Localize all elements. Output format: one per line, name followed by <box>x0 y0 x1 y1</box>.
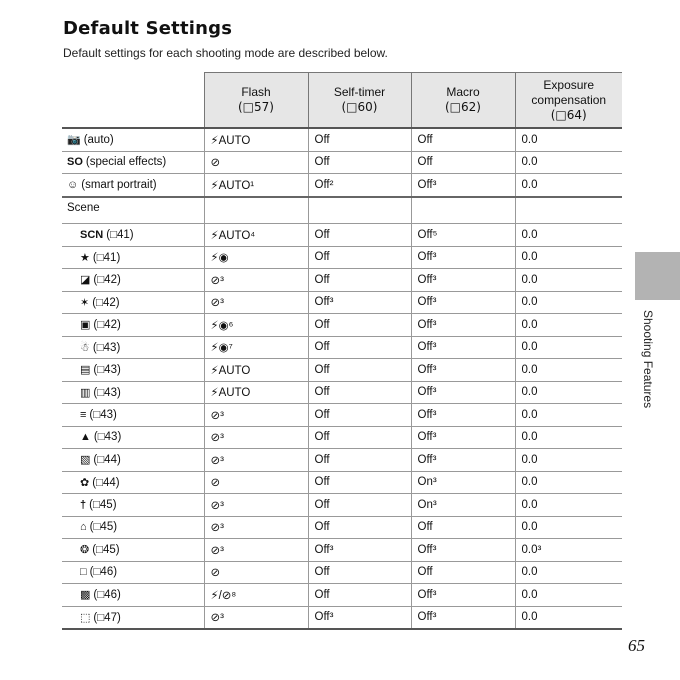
self-timer-cell: Off <box>308 224 411 247</box>
exposure-cell: 0.0 <box>515 128 622 151</box>
header-macro-label: Macro <box>446 85 480 99</box>
macro-cell: Off³ <box>411 359 515 382</box>
macro-cell: Off³ <box>411 291 515 314</box>
self-timer-cell: Off³ <box>308 606 411 629</box>
exposure-cell: 0.0 <box>515 174 622 197</box>
table-row <box>62 174 622 197</box>
mode-icon: ☃ <box>80 341 90 354</box>
macro-cell: Off³ <box>411 584 515 607</box>
mode-label: (smart portrait) <box>81 178 157 191</box>
exposure-cell: 0.0 <box>515 151 622 174</box>
exposure-cell: 0.0 <box>515 224 622 247</box>
macro-cell: Off³ <box>411 246 515 269</box>
table-row <box>62 291 622 314</box>
flash-cell: ⚡AUTO <box>204 128 308 151</box>
table-row <box>62 314 622 337</box>
mode-icon: □ <box>80 566 87 579</box>
flash-cell: ⊘³ <box>204 494 308 517</box>
mode-cell <box>62 336 204 359</box>
table-row <box>62 539 622 562</box>
page-number: 65 <box>628 636 645 655</box>
side-section-label: Shooting Features <box>641 310 655 409</box>
mode-label: (special effects) <box>85 156 167 169</box>
exposure-cell: 0.0 <box>515 314 622 337</box>
table-row <box>62 404 622 427</box>
self-timer-cell: Off <box>308 404 411 427</box>
table-header-row <box>62 73 622 129</box>
mode-icon: ❂ <box>80 544 90 557</box>
flash-cell: ⊘³ <box>204 269 308 292</box>
flash-cell: ⚡◉⁷ <box>204 336 308 359</box>
mode-cell <box>62 606 204 629</box>
mode-label: (□43) <box>89 408 117 421</box>
self-timer-cell: Off³ <box>308 539 411 562</box>
exposure-cell: 0.0 <box>515 336 622 359</box>
flash-cell: ⊘³ <box>204 539 308 562</box>
mode-icon: ▤ <box>80 364 91 377</box>
macro-cell: Off⁵ <box>411 224 515 247</box>
self-timer-cell: Off <box>308 516 411 539</box>
table-row <box>62 584 622 607</box>
header-exposure-ref: (□64) <box>550 107 587 122</box>
mode-cell <box>62 516 204 539</box>
flash-cell: ⚡AUTO <box>204 381 308 404</box>
macro-cell: Off³ <box>411 449 515 472</box>
self-timer-cell: Off <box>308 381 411 404</box>
self-timer-cell: Off <box>308 426 411 449</box>
self-timer-cell: Off² <box>308 174 411 197</box>
table-row <box>62 561 622 584</box>
flash-cell: ⊘³ <box>204 426 308 449</box>
macro-cell <box>411 197 515 224</box>
self-timer-cell: Off <box>308 359 411 382</box>
exposure-cell: 0.0 <box>515 246 622 269</box>
macro-cell: Off³ <box>411 336 515 359</box>
table-row <box>62 197 622 224</box>
macro-cell: Off <box>411 151 515 174</box>
exposure-cell: 0.0 <box>515 449 622 472</box>
mode-icon: ▧ <box>80 454 91 467</box>
macro-cell: Off³ <box>411 606 515 629</box>
mode-icon: ☺ <box>67 178 79 191</box>
self-timer-cell: Off <box>308 471 411 494</box>
table-body <box>62 128 622 629</box>
mode-cell <box>62 561 204 584</box>
table-row <box>62 269 622 292</box>
mode-icon: ≡ <box>80 408 87 421</box>
exposure-cell: 0.0 <box>515 291 622 314</box>
flash-cell <box>204 197 308 224</box>
header-self-timer-ref: (□60) <box>341 100 378 114</box>
self-timer-cell: Off <box>308 336 411 359</box>
mode-cell <box>62 224 204 247</box>
mode-cell <box>62 174 204 197</box>
side-tab <box>635 252 680 300</box>
flash-cell: ⊘³ <box>204 606 308 629</box>
mode-label: (□46) <box>89 566 118 579</box>
mode-cell <box>62 584 204 607</box>
mode-cell <box>62 449 204 472</box>
mode-icon: ★ <box>80 251 90 264</box>
table-row <box>62 606 622 629</box>
mode-cell <box>62 128 204 151</box>
self-timer-cell: Off <box>308 314 411 337</box>
exposure-cell: 0.0 <box>515 606 622 629</box>
mode-icon: ⌂ <box>80 521 87 534</box>
macro-cell: Off <box>411 561 515 584</box>
exposure-cell: 0.0 <box>515 561 622 584</box>
mode-icon: ▣ <box>80 319 91 332</box>
default-settings-table <box>62 72 622 630</box>
macro-cell: On³ <box>411 494 515 517</box>
macro-cell: Off³ <box>411 404 515 427</box>
macro-cell: Off³ <box>411 426 515 449</box>
table-row <box>62 449 622 472</box>
flash-cell: ⚡/⊘⁸ <box>204 584 308 607</box>
mode-label: (□44) <box>92 476 120 489</box>
header-flash <box>204 73 308 129</box>
mode-icon: SCN <box>80 228 104 241</box>
exposure-cell: 0.0³ <box>515 539 622 562</box>
mode-label: (□41) <box>106 228 134 241</box>
header-macro <box>411 73 515 129</box>
header-self-timer-label: Self-timer <box>333 85 386 99</box>
mode-cell <box>62 314 204 337</box>
self-timer-cell: Off³ <box>308 291 411 314</box>
self-timer-cell: Off <box>308 246 411 269</box>
macro-cell: Off³ <box>411 269 515 292</box>
mode-icon: ⬚ <box>80 611 91 624</box>
table-row <box>62 471 622 494</box>
macro-cell: Off³ <box>411 174 515 197</box>
mode-icon: ▲ <box>80 431 91 444</box>
exposure-cell: 0.0 <box>515 359 622 382</box>
macro-cell: Off <box>411 128 515 151</box>
mode-label: (□43) <box>93 431 122 444</box>
exposure-cell: 0.0 <box>515 516 622 539</box>
mode-label: (□45) <box>89 521 118 534</box>
mode-icon: ✶ <box>80 296 90 309</box>
mode-label: (□41) <box>92 251 121 264</box>
mode-icon: † <box>80 498 87 511</box>
page-title: Default Settings <box>63 18 233 39</box>
mode-cell <box>62 381 204 404</box>
flash-cell: ⊘³ <box>204 516 308 539</box>
macro-cell: Off <box>411 516 515 539</box>
flash-cell: ⊘³ <box>204 291 308 314</box>
mode-label: (□42) <box>93 319 121 332</box>
mode-label: (□42) <box>93 274 121 287</box>
mode-icon: ✿ <box>80 476 90 489</box>
flash-cell: ⊘ <box>204 471 308 494</box>
header-exposure-label-2: compensation <box>531 92 607 107</box>
mode-icon: ▩ <box>80 589 91 602</box>
table-row <box>62 359 622 382</box>
self-timer-cell: Off <box>308 561 411 584</box>
mode-icon: SO <box>67 156 83 169</box>
flash-cell: ⚡AUTO¹ <box>204 174 308 197</box>
table-row <box>62 516 622 539</box>
mode-icon: ◪ <box>80 274 91 287</box>
flash-cell: ⚡AUTO⁴ <box>204 224 308 247</box>
flash-cell: ⊘ <box>204 151 308 174</box>
header-self-timer <box>308 73 411 129</box>
self-timer-cell: Off <box>308 128 411 151</box>
mode-label: (□45) <box>92 544 120 557</box>
mode-cell <box>62 471 204 494</box>
exposure-cell: 0.0 <box>515 404 622 427</box>
exposure-cell: 0.0 <box>515 381 622 404</box>
self-timer-cell: Off <box>308 449 411 472</box>
mode-label: (□44) <box>93 454 121 467</box>
flash-cell: ⊘³ <box>204 404 308 427</box>
mode-cell <box>62 426 204 449</box>
self-timer-cell: Off <box>308 584 411 607</box>
page-subtitle: Default settings for each shooting mode are described below. <box>63 46 388 60</box>
self-timer-cell <box>308 197 411 224</box>
mode-label: (auto) <box>83 134 114 147</box>
exposure-cell: 0.0 <box>515 426 622 449</box>
mode-cell <box>62 246 204 269</box>
mode-icon: 📷 <box>67 134 81 147</box>
self-timer-cell: Off <box>308 494 411 517</box>
header-macro-ref: (□62) <box>445 100 481 114</box>
macro-cell: Off³ <box>411 381 515 404</box>
flash-cell: ⚡◉⁶ <box>204 314 308 337</box>
mode-cell <box>62 151 204 174</box>
flash-cell: ⊘ <box>204 561 308 584</box>
exposure-cell: 0.0 <box>515 494 622 517</box>
mode-label: Scene <box>67 201 100 214</box>
table-row <box>62 128 622 151</box>
exposure-cell: 0.0 <box>515 471 622 494</box>
table-row <box>62 151 622 174</box>
mode-icon: ▥ <box>80 386 91 399</box>
flash-cell: ⊘³ <box>204 449 308 472</box>
exposure-cell: 0.0 <box>515 584 622 607</box>
header-flash-label: Flash <box>241 85 271 99</box>
table-row <box>62 224 622 247</box>
mode-cell <box>62 197 204 224</box>
flash-cell: ⚡◉ <box>204 246 308 269</box>
table-row <box>62 381 622 404</box>
mode-label: (□43) <box>92 341 121 354</box>
mode-cell <box>62 359 204 382</box>
header-blank-cell <box>62 73 204 129</box>
macro-cell: On³ <box>411 471 515 494</box>
header-flash-ref: (□57) <box>238 100 274 114</box>
self-timer-cell: Off <box>308 151 411 174</box>
header-exposure-label: Exposure <box>543 77 595 92</box>
mode-cell <box>62 291 204 314</box>
flash-cell: ⚡AUTO <box>204 359 308 382</box>
mode-label: (□46) <box>93 589 121 602</box>
table-row <box>62 426 622 449</box>
mode-cell <box>62 494 204 517</box>
exposure-cell: 0.0 <box>515 269 622 292</box>
mode-label: (□43) <box>93 364 121 377</box>
mode-cell <box>62 539 204 562</box>
mode-label: (□47) <box>93 611 121 624</box>
macro-cell: Off³ <box>411 539 515 562</box>
table-row <box>62 494 622 517</box>
table-row <box>62 246 622 269</box>
self-timer-cell: Off <box>308 269 411 292</box>
mode-cell <box>62 404 204 427</box>
exposure-cell <box>515 197 622 224</box>
macro-cell: Off³ <box>411 314 515 337</box>
table-row <box>62 336 622 359</box>
header-exposure <box>515 73 622 129</box>
mode-cell <box>62 269 204 292</box>
mode-label: (□42) <box>92 296 120 309</box>
mode-label: (□43) <box>93 386 121 399</box>
mode-label: (□45) <box>89 498 117 511</box>
